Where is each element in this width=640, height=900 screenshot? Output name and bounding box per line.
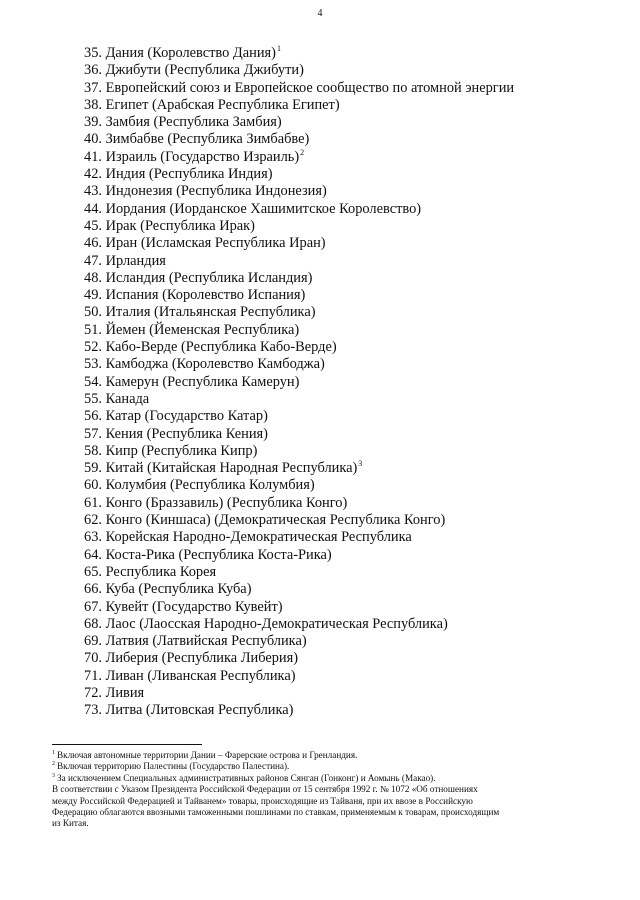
- country-entry-text: 51. Йемен (Йеменская Республика): [84, 321, 300, 338]
- country-entry-text: 49. Испания (Королевство Испания): [84, 287, 306, 304]
- page-number: 4: [317, 8, 323, 19]
- footnote-text: Включая территорию Палестины (Государство Палестина).: [57, 761, 290, 772]
- footnote-reference: 3: [358, 459, 363, 469]
- country-entry-text: 63. Корейская Народно-Демократическая Республика: [84, 529, 412, 546]
- footnote-line: [52, 750, 582, 761]
- footnote-text: В соответствии с Указом Президента Российской Федерации от 15 сентября 1992 г. № 1072 «Об отношениях: [52, 784, 478, 795]
- country-entry-text: 38. Египет (Арабская Республика Египет): [84, 96, 340, 113]
- country-entry-text: 71. Ливан (Ливанская Республика): [84, 667, 296, 684]
- country-list-item: [84, 45, 514, 62]
- country-list-item: [84, 685, 514, 702]
- country-list-item: [84, 668, 514, 685]
- footnote-text: Федерацию облагаются ввозными таможенными пошлинами по ставкам, применяемым к товарам, происходящим: [52, 807, 500, 818]
- footnote-mark: 1: [52, 750, 55, 756]
- country-list-item: [84, 547, 514, 564]
- country-list-item: [84, 287, 514, 304]
- country-list-item: [84, 426, 514, 443]
- country-entry-text: 52. Кабо-Верде (Республика Кабо-Верде): [84, 339, 337, 356]
- country-list-item: [84, 253, 514, 270]
- footnote-text: из Китая.: [52, 818, 89, 829]
- country-list-item: [84, 374, 514, 391]
- footnote-line: [52, 796, 582, 807]
- country-entry-text: 47. Ирландия: [84, 252, 166, 269]
- footnote-reference: 2: [300, 147, 305, 157]
- country-entry-text: 57. Кения (Республика Кения): [84, 425, 268, 442]
- country-list-item: [84, 62, 514, 79]
- country-entry-text: 68. Лаос (Лаосская Народно-Демократическая Республика): [84, 615, 448, 632]
- country-list-item: [84, 183, 514, 200]
- country-entry-text: 39. Замбия (Республика Замбия): [84, 114, 282, 131]
- country-list-item: [84, 633, 514, 650]
- footnote-line: [52, 818, 582, 829]
- footnote-mark: 2: [52, 761, 55, 768]
- country-entry-text: 65. Республика Корея: [84, 563, 217, 580]
- country-list-item: [84, 702, 514, 719]
- country-list-item: [84, 218, 514, 235]
- country-list-item: [84, 235, 514, 252]
- country-entry-text: 62. Конго (Киншаса) (Демократическая Республика Конго): [84, 512, 446, 529]
- country-list-item: [84, 529, 514, 546]
- country-list-item: [84, 408, 514, 425]
- footnote-line: [52, 784, 582, 795]
- country-entry-text: 69. Латвия (Латвийская Республика): [84, 633, 307, 650]
- country-entry-text: 72. Ливия: [84, 684, 145, 701]
- country-list-item: [84, 80, 514, 97]
- footnote-text: За исключением Специальных административных районов Сянган (Гонконг) и Аомынь (Макао).: [57, 772, 436, 783]
- footnote-text: Включая автономные территории Дании – Фарерские острова и Гренландия.: [57, 750, 358, 760]
- country-list-item: [84, 114, 514, 131]
- country-entry-text: 67. Кувейт (Государство Кувейт): [84, 598, 283, 615]
- country-list-item: [84, 564, 514, 581]
- footnotes: [52, 750, 582, 830]
- country-list-item: [84, 460, 514, 477]
- country-entry-text: 37. Европейский союз и Европейское сообщество по атомной энергии: [84, 79, 515, 96]
- country-list-item: [84, 339, 514, 356]
- country-entry-text: 66. Куба (Республика Куба): [84, 581, 252, 598]
- footnote-line: [52, 773, 582, 784]
- country-list-item: [84, 512, 514, 529]
- country-list-item: [84, 201, 514, 218]
- country-entry-text: 60. Колумбия (Республика Колумбия): [84, 477, 315, 494]
- country-list-item: [84, 581, 514, 598]
- country-entry-text: 53. Камбоджа (Королевство Камбоджа): [84, 356, 325, 373]
- footnote-line: [52, 761, 582, 772]
- country-list-item: [84, 166, 514, 183]
- country-entry-text: 36. Джибути (Республика Джибути): [84, 62, 304, 79]
- country-entry-text: 42. Индия (Республика Индия): [84, 166, 273, 183]
- country-list-item: [84, 97, 514, 114]
- country-entry-text: 45. Ирак (Республика Ирак): [84, 217, 255, 234]
- country-entry-text: 44. Иордания (Иорданское Хашимитское Королевство): [84, 200, 422, 217]
- country-list-item: [84, 495, 514, 512]
- country-entry-text: 48. Исландия (Республика Исландия): [84, 269, 313, 286]
- country-entry-text: 61. Конго (Браззавиль) (Республика Конго): [84, 494, 348, 511]
- country-list-item: [84, 131, 514, 148]
- country-entry-text: 64. Коста-Рика (Республика Коста-Рика): [84, 546, 332, 563]
- country-list-item: [84, 650, 514, 667]
- country-list-item: [84, 322, 514, 339]
- country-list-item: [84, 477, 514, 494]
- country-entry-text: 46. Иран (Исламская Республика Иран): [84, 235, 326, 252]
- country-entry-text: 50. Италия (Итальянская Республика): [84, 304, 316, 321]
- country-list-item: [84, 356, 514, 373]
- country-entry-text: 43. Индонезия (Республика Индонезия): [84, 183, 327, 200]
- country-list-item: [84, 149, 514, 166]
- country-list-item: [84, 391, 514, 408]
- footnote-text: между Российской Федерацией и Тайванем» товары, происходящие из Тайваня, при их ввозе в Российскую: [52, 795, 473, 806]
- country-list-item: [84, 443, 514, 460]
- country-entry-text: 35. Дания (Королевство Дания): [84, 45, 276, 61]
- country-entry-text: 41. Израиль (Государство Израиль): [84, 148, 300, 165]
- country-list: [84, 45, 514, 720]
- country-entry-text: 56. Катар (Государство Катар): [84, 408, 268, 425]
- country-entry-text: 54. Камерун (Республика Камерун): [84, 373, 300, 390]
- country-entry-text: 55. Канада: [84, 390, 150, 407]
- country-entry-text: 40. Зимбабве (Республика Зимбабве): [84, 131, 310, 148]
- footnote-line: [52, 807, 582, 818]
- country-list-item: [84, 270, 514, 287]
- country-entry-text: 59. Китай (Китайская Народная Республика): [84, 460, 358, 477]
- footnote-reference: 1: [276, 44, 281, 53]
- country-entry-text: 73. Литва (Литовская Республика): [84, 702, 294, 719]
- footnote-separator: [52, 744, 202, 745]
- country-entry-text: 70. Либерия (Республика Либерия): [84, 650, 299, 667]
- country-list-item: [84, 616, 514, 633]
- footnote-mark: 3: [52, 772, 55, 779]
- country-list-item: [84, 599, 514, 616]
- country-list-item: [84, 304, 514, 321]
- country-entry-text: 58. Кипр (Республика Кипр): [84, 442, 258, 459]
